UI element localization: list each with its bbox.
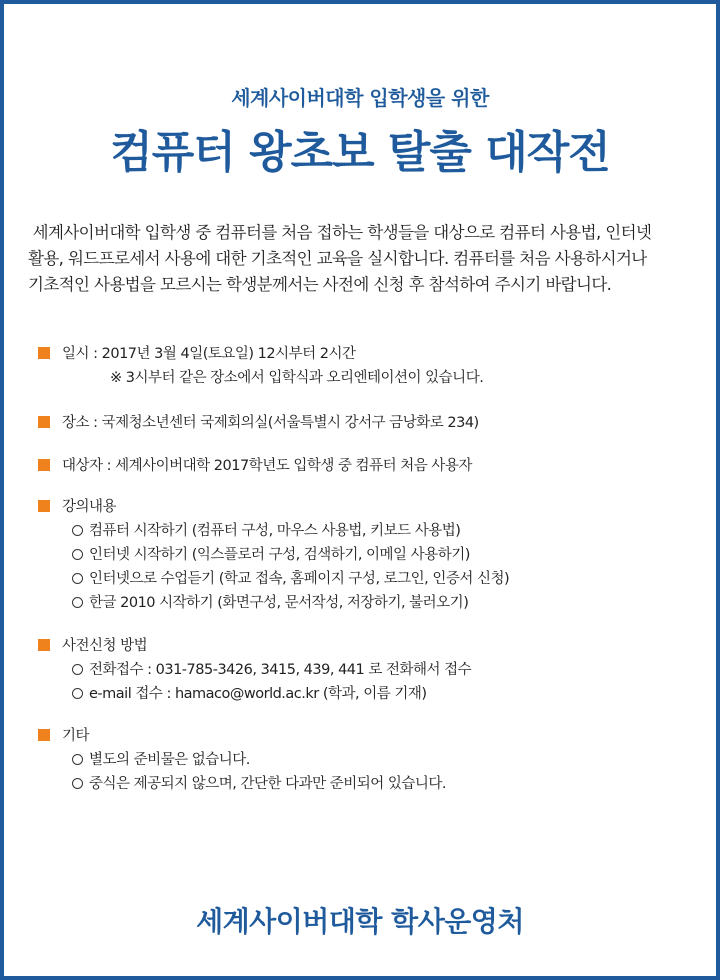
circle-bullet-icon [72,778,83,789]
list-item-text: 컴퓨터 시작하기 (컴퓨터 구성, 마우스 사용법, 키보드 사용법) [89,523,461,539]
intro-line: 기초적인 사용법을 모르시는 학생분께서는 사전에 신청 후 참석하여 주시기 바랍니다. [28,275,612,294]
list-item [38,772,698,796]
list-item [38,748,698,772]
square-bullet-icon [38,459,50,471]
list-item-text: 전화접수 : 031-785-3426, 3415, 439, 441 로 전화해서 접수 [89,662,472,678]
circle-bullet-icon [72,688,83,699]
list-item [38,591,698,615]
list-item-text: 한글 2010 시작하기 (화면구성, 문서작성, 저장하기, 불러오기) [89,595,469,611]
square-bullet-icon [38,416,50,428]
etc-heading: 기타 [62,728,90,744]
section-target [38,454,698,478]
list-item-text: 별도의 준비물은 없습니다. [89,752,250,768]
circle-bullet-icon [72,664,83,675]
section-etc [38,724,698,796]
section-curriculum [38,495,698,615]
target-text: 대상자 : 세계사이버대학 2017학년도 입학생 중 컴퓨터 처음 사용자 [62,458,472,474]
square-bullet-icon [38,639,50,651]
list-item-text: 중식은 제공되지 않으며, 간단한 다과만 준비되어 있습니다. [89,776,447,792]
place-text: 장소 : 국제청소년센터 국제회의실(서울특별시 강서구 금낭화로 234) [62,415,479,431]
list-item [38,519,698,543]
curriculum-heading: 강의내용 [62,499,117,515]
list-item-text: 인터넷 시작하기 (익스플로러 구성, 검색하기, 이메일 사용하기) [89,547,470,563]
circle-bullet-icon [72,597,83,608]
list-item [38,567,698,591]
circle-bullet-icon [72,525,83,536]
list-item [38,543,698,567]
list-item [38,682,698,706]
circle-bullet-icon [72,573,83,584]
section-registration [38,634,698,706]
footer-organization: 세계사이버대학 학사운영처 [196,905,524,938]
datetime-text: 일시 : 2017년 3월 4일(토요일) 12시부터 2시간 [62,346,356,362]
square-bullet-icon [38,729,50,741]
list-item-text: e-mail 접수 : hamaco@world.ac.kr (학과, 이름 기재) [89,686,427,702]
datetime-note: ※ 3시부터 같은 장소에서 입학식과 오리엔테이션이 있습니다. [110,370,484,386]
poster-title: 컴퓨터 왕초보 탈출 대작전 [110,127,610,178]
poster-subtitle: 세계사이버대학 입학생을 위한 [231,86,489,110]
list-item-text: 인터넷으로 수업듣기 (학교 접속, 홈페이지 구성, 로그인, 인증서 신청) [89,571,510,587]
intro-line: 세계사이버대학 입학생 중 컴퓨터를 처음 접하는 학생들을 대상으로 컴퓨터 사용법, 인터넷 [28,223,652,242]
intro-paragraph [28,220,700,298]
section-datetime [38,342,698,390]
section-place [38,411,698,435]
square-bullet-icon [38,500,50,512]
intro-line: 활용, 워드프로세서 사용에 대한 기초적인 교육을 실시합니다. 컴퓨터를 처음 사용하시거나 [28,249,647,268]
square-bullet-icon [38,347,50,359]
registration-heading: 사전신청 방법 [62,638,148,654]
circle-bullet-icon [72,549,83,560]
list-item [38,658,698,682]
circle-bullet-icon [72,754,83,765]
